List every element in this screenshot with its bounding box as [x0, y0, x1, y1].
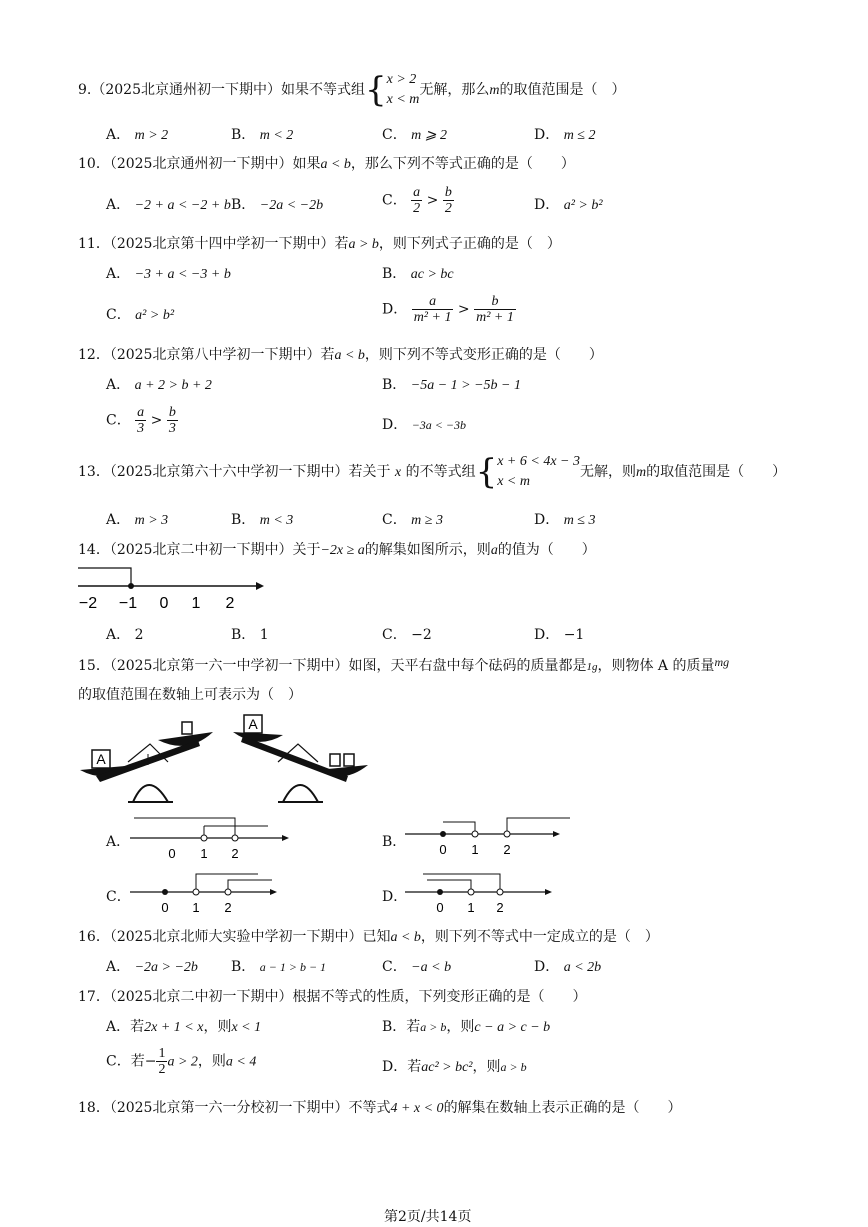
- q11-stem: [78, 233, 561, 253]
- q13-option-c-value: m ≥ 3: [411, 513, 443, 528]
- q17-option-d[interactable]: D．若ac² > bc²，则a > b: [382, 1059, 527, 1075]
- q14-option-d[interactable]: D． −1: [534, 627, 585, 643]
- q10-c-frac1: $\frac{a}{2}$: [413, 185, 421, 216]
- q9-option-d-value: m ≤ 2: [563, 128, 596, 143]
- q15-unit: 1g: [586, 661, 598, 673]
- q12-text: 12．（2025北京第八中学初一下期中）若: [78, 347, 335, 363]
- q17-c-cond: a > 2: [167, 1054, 198, 1070]
- q14-option-c[interactable]: C． −2: [382, 627, 432, 643]
- q15-box-a: A: [96, 751, 106, 767]
- q13-option-d-value: m ≤ 3: [563, 513, 596, 528]
- q9-brace: {: [365, 70, 387, 110]
- q10-option-b[interactable]: B． −2a < −2b: [231, 197, 324, 213]
- q15-balance-figure: [78, 710, 398, 805]
- q14-option-c-value: −2: [411, 627, 432, 643]
- q16-stem: [78, 926, 659, 946]
- q9-sys-line2: x < m: [386, 92, 420, 107]
- q9-tail2: 的取值范围是（ ）: [499, 82, 626, 98]
- q13-sys-line2: x < m: [497, 474, 530, 489]
- q16-option-a-value: −2a > −2b: [134, 960, 198, 975]
- q10-option-c[interactable]: C． $\frac{a}{2}$ > $\frac{b}{2}$: [382, 185, 452, 216]
- q9-var: m: [489, 83, 500, 98]
- q17-a-result: x < 1: [231, 1020, 262, 1035]
- q17-c-frac: $\frac{1}{2}$: [158, 1046, 166, 1077]
- q12-c-frac1: $\frac{a}{3}$: [137, 405, 145, 436]
- q13-mid: 的不等式组: [405, 464, 476, 480]
- q13-tail: 无解，则: [580, 464, 636, 480]
- q11-condition: a > b: [348, 237, 379, 252]
- q13-stem: [78, 452, 786, 492]
- q18-text: 18．（2025北京第一六一分校初一下期中）不等式: [78, 1100, 391, 1116]
- q15-option-a-line: [130, 814, 300, 862]
- q16-option-b[interactable]: B． a − 1 > b − 1: [231, 959, 327, 975]
- q11-option-a-value: −3 + a < −3 + b: [134, 267, 231, 282]
- q14-option-b[interactable]: B． 1: [231, 627, 269, 643]
- q14-stem: [78, 539, 596, 559]
- q13-text: 13．（2025北京第六十六中学初一下期中）若关于: [78, 464, 391, 480]
- q15-option-d[interactable]: D．: [382, 889, 408, 905]
- q9-option-b[interactable]: B． m < 2: [231, 127, 294, 143]
- q17-b-cond: a > b: [420, 1020, 447, 1034]
- q15-d-tick-1: 1: [467, 900, 475, 915]
- q15-stem-line2: 的取值范围在数轴上可表示为（ ）: [78, 687, 302, 703]
- q14-option-d-value: −1: [563, 627, 585, 643]
- q17-b-result: c − a > c − b: [474, 1020, 551, 1035]
- q14-tick-0: −2: [78, 595, 98, 612]
- q11-d-frac2: $\frac{b}{\text{m² + 1}}$: [476, 294, 514, 325]
- q16-option-b-value: a − 1 > b − 1: [259, 960, 327, 974]
- q15-b-tick-1: 1: [471, 842, 479, 857]
- q16-option-c[interactable]: C． −a < b: [382, 959, 452, 975]
- q17-option-c[interactable]: C．若− $\frac{1}{2}$ a > 2，则a < 4: [106, 1046, 257, 1077]
- q13-system: [497, 452, 580, 492]
- q13-sys-line1: x + 6 < 4x − 3: [497, 454, 580, 469]
- q14-tail: 的值为（ ）: [497, 542, 596, 558]
- q13-option-a[interactable]: A． m > 3: [106, 512, 169, 528]
- q16-condition: a < b: [390, 930, 421, 945]
- q11-option-c-value: a² > b²: [135, 308, 175, 323]
- q9-option-d[interactable]: D． m ≤ 2: [534, 127, 596, 143]
- q9-source: （2025北京通州初一下期中）如果不等式组: [91, 82, 365, 98]
- q12-stem: [78, 344, 603, 364]
- q17-option-a[interactable]: A．若2x + 1 < x，则x < 1: [106, 1019, 262, 1035]
- q9-option-a[interactable]: A． m > 2: [106, 127, 169, 143]
- q14-mid: 的解集如图所示，则: [364, 542, 491, 558]
- q15-c-tick-2: 2: [224, 900, 232, 915]
- q18-inequality: 4 + x < 0: [390, 1101, 444, 1116]
- q13-option-a-value: m > 3: [134, 513, 169, 528]
- q15-option-c-line: [130, 868, 290, 916]
- q11-tail: ，则下列式子正确的是（ ）: [378, 236, 561, 252]
- q9-stem: [78, 70, 626, 110]
- q10-option-d-value: a² > b²: [563, 198, 603, 213]
- q10-option-d[interactable]: D． a² > b²: [534, 197, 603, 213]
- q15-box-a2: A: [248, 716, 258, 732]
- q9-option-c[interactable]: C． m ⩾ 2: [382, 127, 448, 143]
- q12-tail: ，则下列不等式变形正确的是（ ）: [364, 347, 603, 363]
- q10-option-a-value: −2 + a < −2 + b: [134, 198, 231, 213]
- q16-option-d-value: a < 2b: [563, 960, 602, 975]
- page-footer: 第2页/共14页: [384, 1209, 472, 1225]
- q15-a-tick-1: 1: [200, 846, 208, 861]
- q14-tick-1: −1: [118, 595, 138, 612]
- q12-option-a-value: a + 2 > b + 2: [134, 378, 212, 393]
- q10-tail: ，那么下列不等式正确的是（ ）: [350, 156, 575, 172]
- q14-text: 14．（2025北京二中初一下期中）关于: [78, 542, 321, 558]
- q10-option-a[interactable]: A． −2 + a < −2 + b: [106, 197, 231, 213]
- q11-option-c[interactable]: C． a² > b²: [106, 307, 175, 323]
- q15-stem-line1: [78, 655, 729, 675]
- q14-inequality: −2x ≥ a: [320, 543, 365, 558]
- q16-text: 16．（2025北京北师大实验中学初一下期中）已知: [78, 929, 391, 945]
- q15-c-tick-0: 0: [161, 900, 169, 915]
- q15-a-tick-2: 2: [231, 846, 239, 861]
- left-balance: [80, 722, 213, 802]
- q18-stem: [78, 1097, 682, 1117]
- q16-option-c-value: −a < b: [411, 960, 452, 975]
- q12-condition: a < b: [334, 348, 365, 363]
- q15-a-tick-0: 0: [168, 846, 176, 861]
- q17-d-cond: ac² > bc²: [421, 1060, 473, 1075]
- q15-d-tick-0: 0: [436, 900, 444, 915]
- q9-sys-line1: x > 2: [386, 72, 417, 87]
- q13-option-d[interactable]: D． m ≤ 3: [534, 512, 596, 528]
- q9-option-c-value: m ⩾ 2: [411, 128, 448, 143]
- q11-option-d[interactable]: D． $\frac{a}{\text{m² + 1}}$ > $\frac{b}{\text{m² + 1}}$: [382, 294, 514, 325]
- q13-option-c[interactable]: C． m ≥ 3: [382, 512, 443, 528]
- q15-unit2: mg: [714, 655, 730, 669]
- q15-option-d-line: [405, 868, 565, 916]
- q17-d-result: a > b: [500, 1060, 527, 1074]
- q17-option-b[interactable]: B．若a > b，则c − a > c − b: [382, 1019, 551, 1035]
- q17-stem: 17．（2025北京二中初一下期中）根据不等式的性质，下列变形正确的是（ ）: [78, 989, 587, 1005]
- q9-option-b-value: m < 2: [259, 128, 294, 143]
- q14-option-b-value: 1: [259, 627, 269, 643]
- q9-system: [387, 70, 420, 110]
- q11-option-a[interactable]: A． −3 + a < −3 + b: [106, 266, 231, 282]
- q12-option-b[interactable]: B． −5a − 1 > −5b − 1: [382, 377, 521, 393]
- q14-option-a[interactable]: A． 2: [106, 627, 144, 643]
- q16-tail: ，则下列不等式中一定成立的是（ ）: [420, 929, 659, 945]
- q14-tick-2: 0: [159, 595, 169, 612]
- q16-option-a[interactable]: A． −2a > −2b: [106, 959, 198, 975]
- q16-option-d[interactable]: D． a < 2b: [534, 959, 602, 975]
- q15-option-b-line: [405, 814, 575, 862]
- q14-var: a: [490, 543, 498, 558]
- q9-tail: 无解，那么: [419, 82, 490, 98]
- q14-tick-3: 1: [191, 595, 201, 612]
- q12-c-frac2: $\frac{b}{3}$: [168, 405, 176, 436]
- q10-stem: [78, 153, 575, 173]
- q10-option-b-value: −2a < −2b: [259, 198, 324, 213]
- q11-option-b-value: ac > bc: [410, 267, 454, 282]
- q17-a-cond: 2x + 1 < x: [144, 1020, 204, 1035]
- q14-number-line: [78, 562, 268, 612]
- q17-c-result: a < 4: [225, 1054, 257, 1070]
- q11-text: 11．（2025北京第十四中学初一下期中）若: [78, 236, 349, 252]
- q12-option-d[interactable]: D． −3a < −3b: [382, 417, 466, 433]
- q15-line1: 15．（2025北京第一六一中学初一下期中）如图，天平右盘中每个砝码的质量都是: [78, 658, 587, 674]
- q12-option-c[interactable]: C． $\frac{a}{3}$ > $\frac{b}{3}$: [106, 405, 176, 436]
- q15-c-tick-1: 1: [192, 900, 200, 915]
- q15-b-tick-2: 2: [503, 842, 511, 857]
- q12-option-b-value: −5a − 1 > −5b − 1: [410, 378, 521, 393]
- q15-option-c[interactable]: C．: [106, 889, 131, 905]
- q14-tick-4: 2: [225, 595, 235, 612]
- q13-brace: {: [475, 452, 498, 492]
- q12-option-d-value: −3a < −3b: [411, 418, 466, 432]
- q10-condition: a < b: [320, 157, 351, 172]
- q10-text: 10．（2025北京通州初一下期中）如果: [78, 156, 321, 172]
- q13-var2: m: [636, 465, 647, 480]
- q15-option-a[interactable]: A．: [106, 834, 131, 850]
- q11-d-frac1: $\frac{a}{\text{m² + 1}}$: [413, 294, 452, 325]
- q9-option-a-value: m > 2: [134, 128, 169, 143]
- q11-option-b[interactable]: B． ac > bc: [382, 266, 454, 282]
- q15-option-b[interactable]: B．: [382, 834, 407, 850]
- q9-number: 9.: [78, 82, 92, 98]
- q13-option-b[interactable]: B． m < 3: [231, 512, 294, 528]
- q15-b-tick-0: 0: [439, 842, 447, 857]
- q13-tail2: 的取值范围是（ ）: [646, 464, 787, 480]
- q18-tail: 的解集在数轴上表示正确的是（ ）: [443, 1100, 682, 1116]
- right-balance: [233, 715, 368, 802]
- q10-c-frac2: $\frac{b}{2}$: [444, 185, 452, 216]
- q12-option-a[interactable]: A． a + 2 > b + 2: [106, 377, 212, 393]
- q14-option-a-value: 2: [134, 627, 144, 643]
- q13-var: x: [394, 465, 402, 480]
- q15-d-tick-2: 2: [496, 900, 504, 915]
- q13-option-b-value: m < 3: [259, 513, 294, 528]
- q15-line1b: ，则物体 A 的质量: [597, 658, 715, 674]
